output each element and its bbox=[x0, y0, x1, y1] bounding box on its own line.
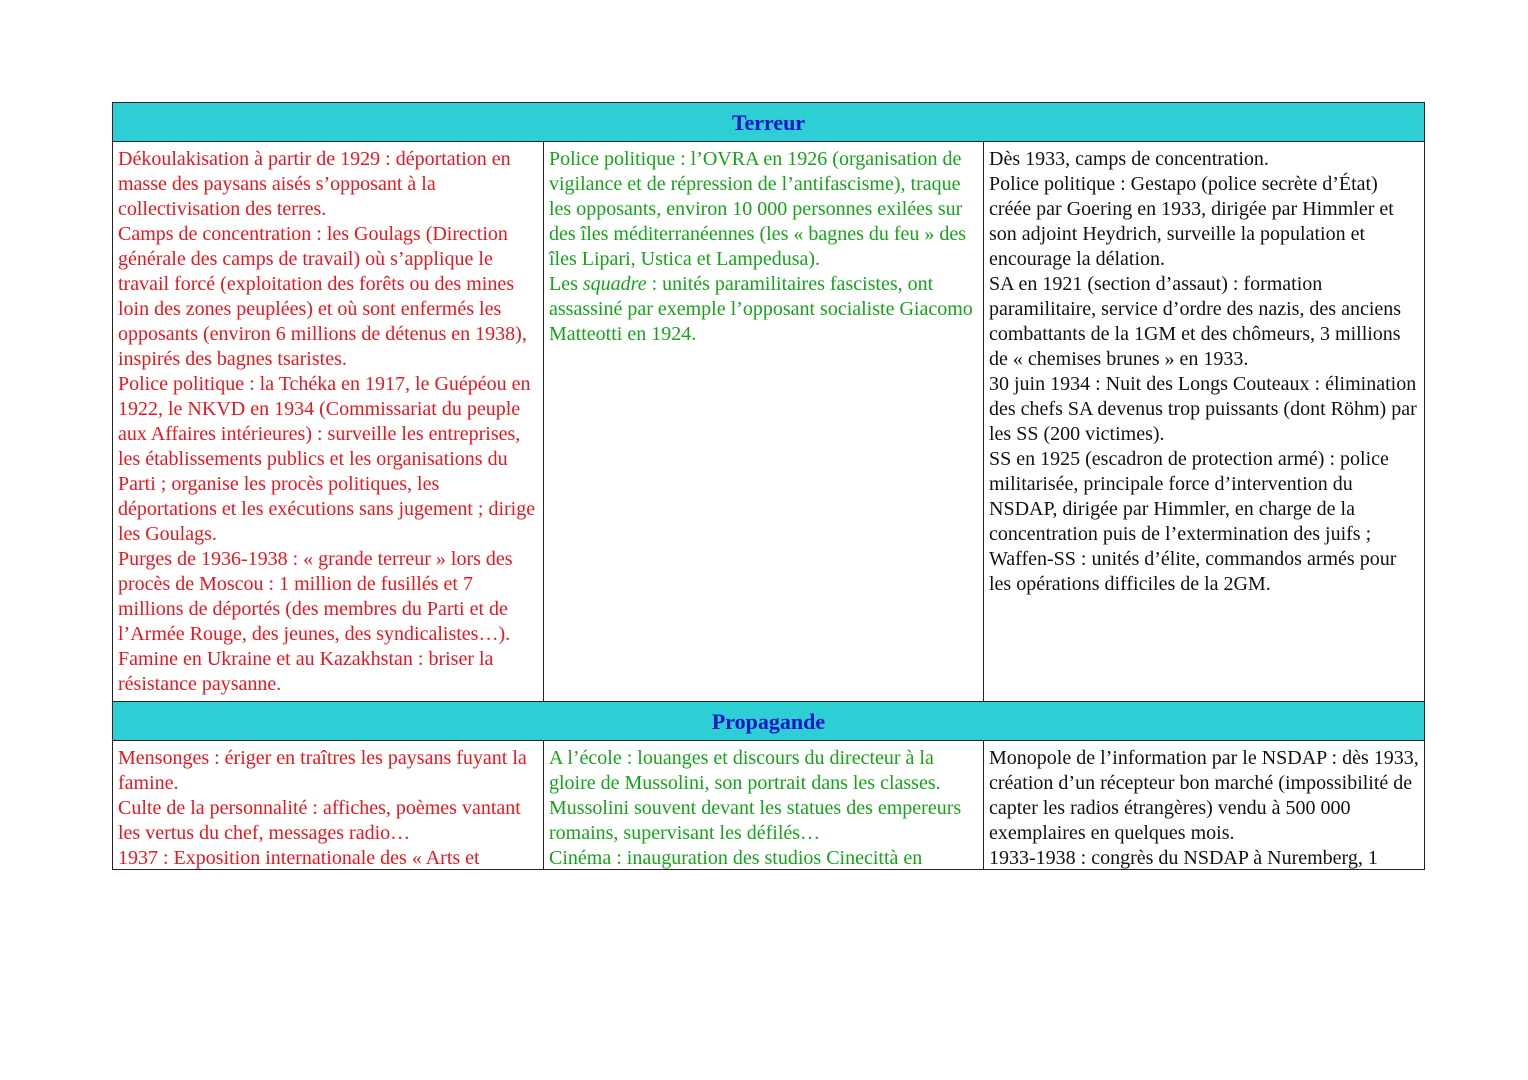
terreur-germany-cell bbox=[984, 142, 1425, 702]
terreur-germany-camps: Dès 1933, camps de concentration. bbox=[989, 148, 1269, 170]
propagande-ussr-mensonges: Mensonges : ériger en traîtres les paysans fuyant la famine. bbox=[118, 747, 527, 794]
terreur-ussr-cell bbox=[113, 142, 544, 702]
terreur-ussr-police: Police politique : la Tchéka en 1917, le Guépéou en 1922, le NKVD en 1934 (Commissariat du peuple aux Affaires intérieures) : surveille les entreprises, les établissements publics et les organisations du Parti ; organise les procès politiques, les déportations et les exécutions sans jugement ; dirige les Goulags. bbox=[118, 373, 536, 545]
propagande-title: Propagande bbox=[711, 709, 826, 734]
terreur-italy-cell bbox=[544, 142, 984, 702]
propagande-germany-cell bbox=[984, 741, 1425, 870]
terreur-italy-squadre-term: squadre bbox=[582, 273, 647, 295]
terreur-italy-squadre-rest: : unités paramilitaires fascistes, ont assassiné par exemple l’opposant socialiste Giacomo Matteotti en 1924. bbox=[549, 273, 973, 345]
terreur-header-cell bbox=[113, 103, 1425, 142]
propagande-germany-nuremberg: 1933-1938 : congrès du NSDAP à Nuremberg, 1 bbox=[989, 847, 1378, 869]
propagande-italy-ecole: A l’école : louanges et discours du directeur à la gloire de Mussolini, son portrait dans les classes. bbox=[549, 747, 941, 794]
propagande-italy-cinema: Cinéma : inauguration des studios Cinecittà en bbox=[549, 847, 923, 869]
terreur-ussr-purges: Purges de 1936-1938 : « grande terreur » lors des procès de Moscou : 1 million de fusillés et 7 millions de déportés (des membres du Parti et de l’Armée Rouge, des jeunes, des syndicalistes…). bbox=[118, 548, 513, 645]
propagande-ussr-exposition: 1937 : Exposition internationale des « Arts et bbox=[118, 847, 480, 869]
terreur-italy-squadre bbox=[549, 272, 978, 347]
propagande-germany-monopole: Monopole de l’information par le NSDAP : dès 1933, création d’un récepteur bon marché (impossibilité de capter les radios étrangères) vendu à 500 000 exemplaires en quelques mois. bbox=[989, 747, 1419, 844]
terreur-italy-ovra: Police politique : l’OVRA en 1926 (organisation de vigilance et de répression de l’antifascisme), traque les opposants, environ 10 000 personnes exilées sur des îles méditerranéennes (les « bagnes du feu » des îles Lipari, Ustica et Lampedusa). bbox=[549, 148, 967, 270]
terreur-title: Terreur bbox=[731, 110, 806, 135]
terreur-ussr-goulags: Camps de concentration : les Goulags (Direction générale des camps de travail) où s’applique le travail forcé (exploitation des forêts ou des mines loin des zones peuplées) et où sont enfermés les opposants (environ 6 millions de détenus en 1938), inspirés des bagnes tsaristes. bbox=[118, 223, 527, 370]
propagande-header-row bbox=[113, 702, 1425, 741]
propagande-italy-cell bbox=[544, 741, 984, 870]
terreur-ussr-famine: Famine en Ukraine et au Kazakhstan : briser la résistance paysanne. bbox=[118, 648, 494, 695]
propagande-ussr-cell bbox=[113, 741, 544, 870]
propagande-header-cell bbox=[113, 702, 1425, 741]
terreur-italy-squadre-prefix: Les bbox=[549, 273, 583, 295]
terreur-germany-ss: SS en 1925 (escadron de protection armé) : police militarisée, principale force d’intervention du NSDAP, dirigée par Himmler, en charge de la concentration puis de l’extermination des juifs ; Waffen-SS : unités d’élite, commandos armés pour les opérations difficiles de la 2GM. bbox=[989, 448, 1397, 595]
propagande-ussr-culte: Culte de la personnalité : affiches, poèmes vantant les vertus du chef, messages radio… bbox=[118, 797, 521, 844]
propagande-italy-mussolini: Mussolini souvent devant les statues des empereurs romains, supervisant les défilés… bbox=[549, 797, 962, 844]
terreur-germany-gestapo: Police politique : Gestapo (police secrète d’État) créée par Goering en 1933, dirigée par Himmler et son adjoint Heydrich, surveille la population et encourage la délation. bbox=[989, 173, 1394, 270]
terreur-germany-sa: SA en 1921 (section d’assaut) : formation paramilitaire, service d’ordre des nazis, des anciens combattants de la 1GM et des chômeurs, 3 millions de « chemises brunes » en 1933. bbox=[989, 273, 1402, 370]
terreur-content-row bbox=[113, 142, 1425, 702]
terreur-header-row bbox=[113, 103, 1425, 142]
terreur-germany-longs-couteaux: 30 juin 1934 : Nuit des Longs Couteaux : élimination des chefs SA devenus trop puissants (dont Röhm) par les SS (200 victimes). bbox=[989, 373, 1417, 445]
propagande-content-row bbox=[113, 741, 1425, 870]
regimes-comparison-table bbox=[112, 102, 1425, 870]
terreur-ussr-dekoulakisation: Dékoulakisation à partir de 1929 : déportation en masse des paysans aisés s’opposant à la collectivisation des terres. bbox=[118, 148, 511, 220]
